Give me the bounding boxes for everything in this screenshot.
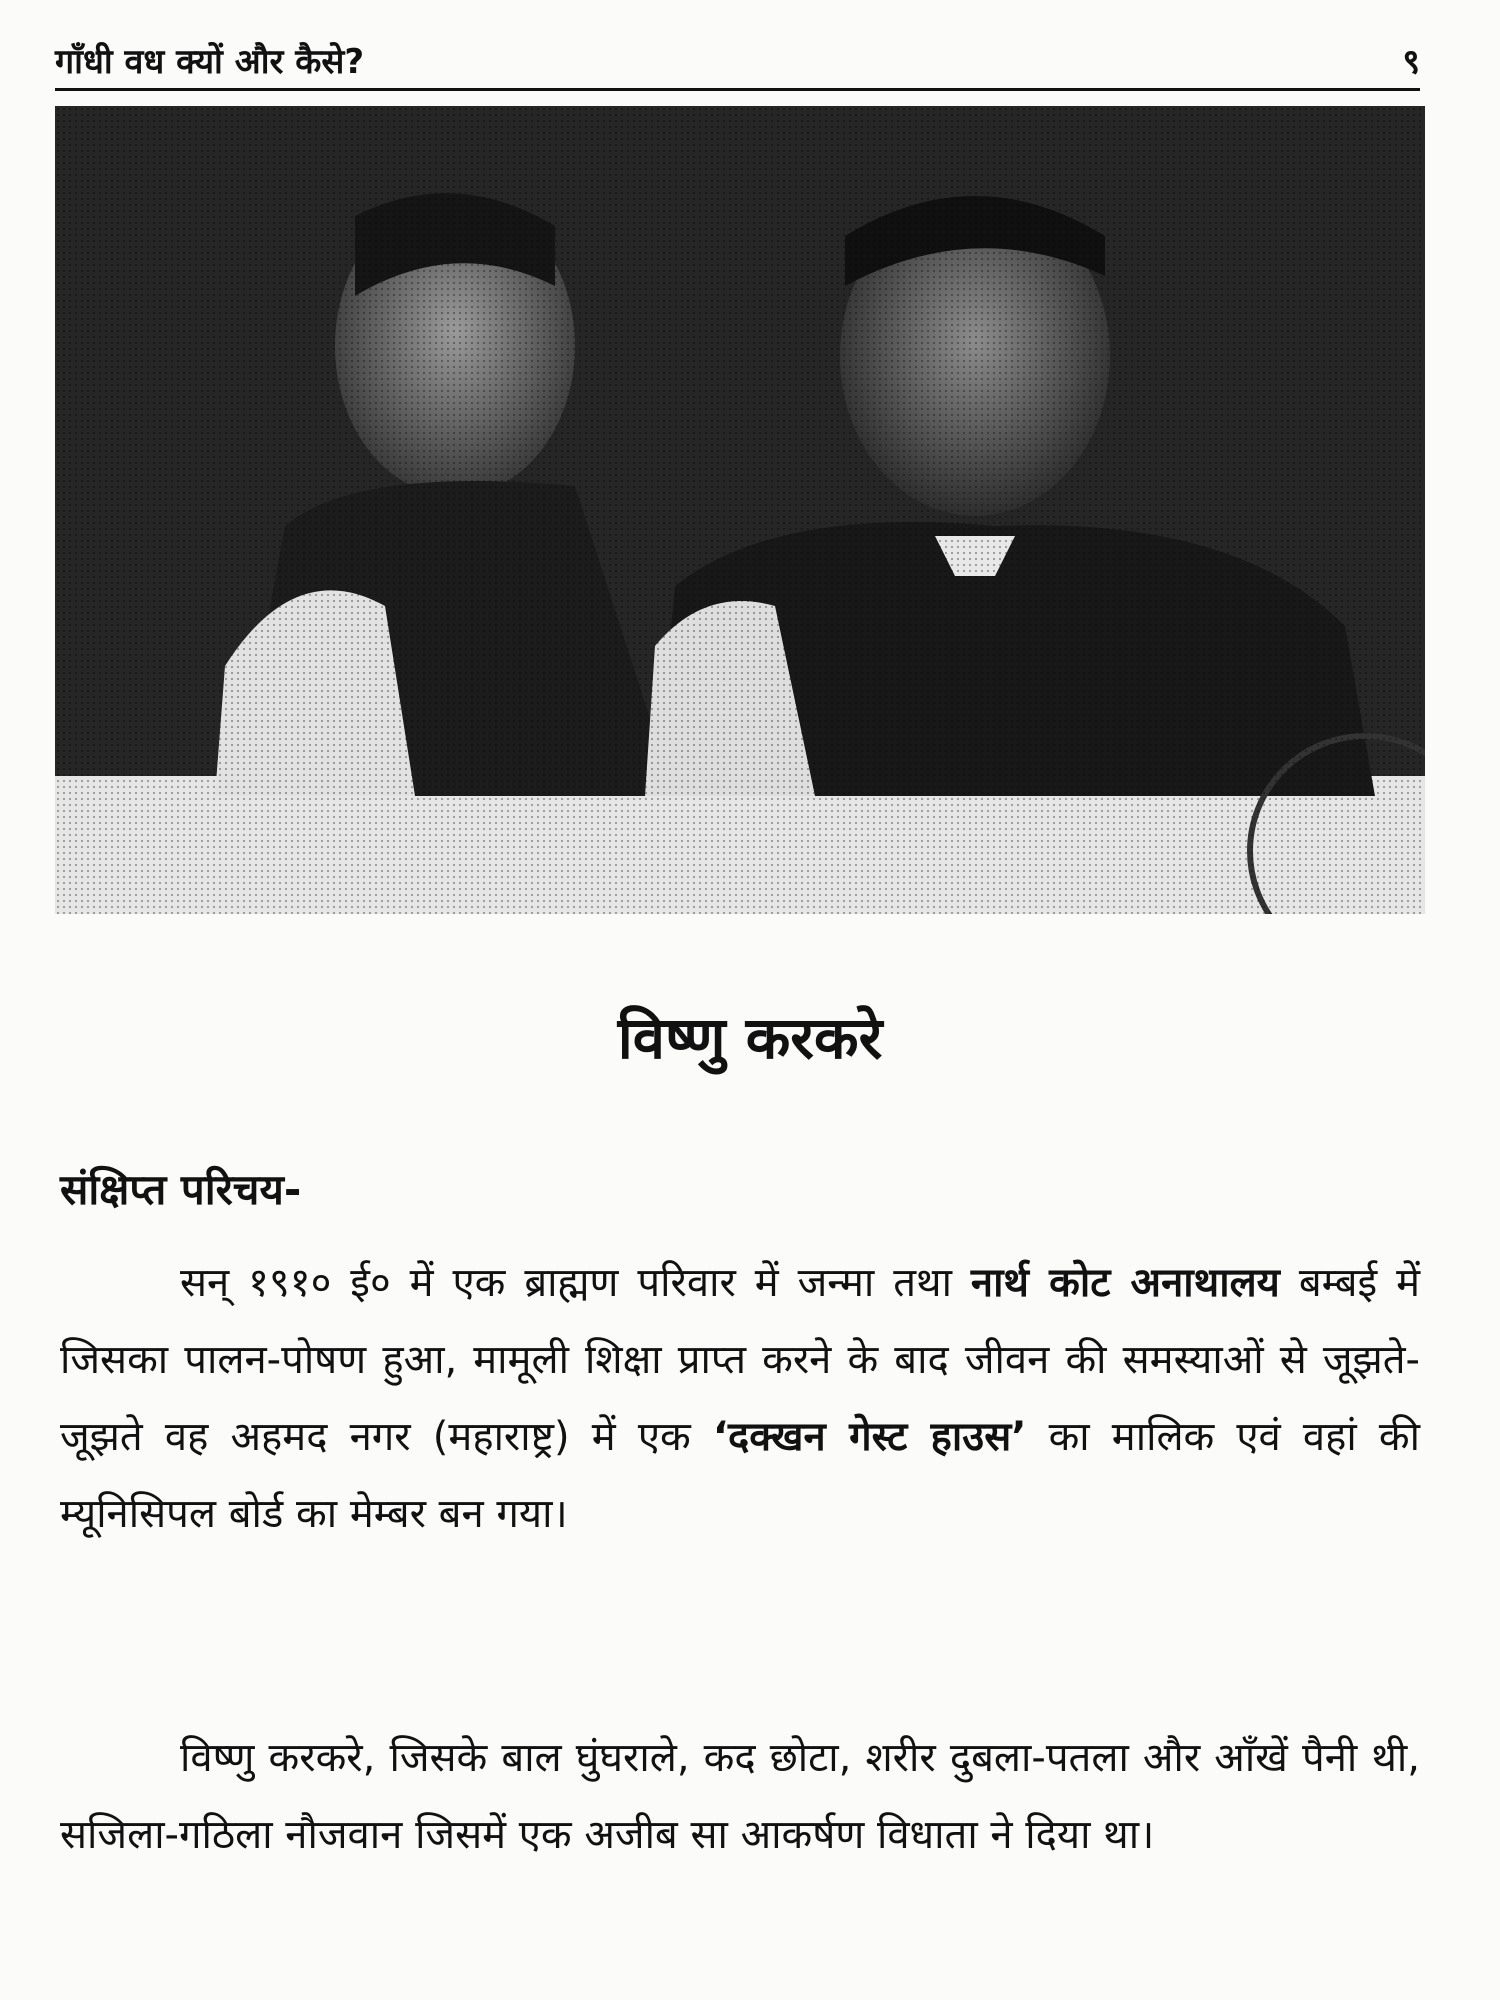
para1-text-1: सन् १९१० ई० में एक ब्राह्मण परिवार में जन्मा तथा (180, 1260, 971, 1306)
para1-text-2: बम्बई में जिसका पालन-पोषण हुआ, मामूली शिक्षा प्राप्त करने के बाद जीवन की समस्याओं से जूझते-जूझते वह अहमद नगर (महाराष्ट्र) में एक (60, 1260, 1420, 1460)
paragraph-intro (60, 1245, 1420, 1553)
section-heading: संक्षिप्त परिचय- (60, 1165, 302, 1214)
page-number: ९ (1402, 42, 1420, 82)
para1-text-3: का मालिक एवं वहां की म्यूनिसिपल बोर्ड का मेम्बर बन गया। (60, 1414, 1420, 1537)
running-header (55, 40, 1420, 91)
running-title: गाँधी वध क्यों और कैसे? (55, 42, 365, 82)
photo-illustration (55, 106, 1425, 914)
article-title: विष्णु करकरे (617, 1004, 883, 1072)
portrait-photo (55, 106, 1425, 914)
para1-bold-orphanage: नार्थ कोट अनाथालय (970, 1260, 1280, 1306)
paragraph-description: विष्णु करकरे, जिसके बाल घुंघराले, कद छोटा, शरीर दुबला-पतला और आँखें पैनी थी, सजिला-गठिला नौजवान जिसमें एक अजीब सा आकर्षण विधाता ने दिया था। (60, 1735, 1420, 1858)
para1-bold-guesthouse: ‘दक्खन गेस्ट हाउस’ (712, 1414, 1027, 1460)
